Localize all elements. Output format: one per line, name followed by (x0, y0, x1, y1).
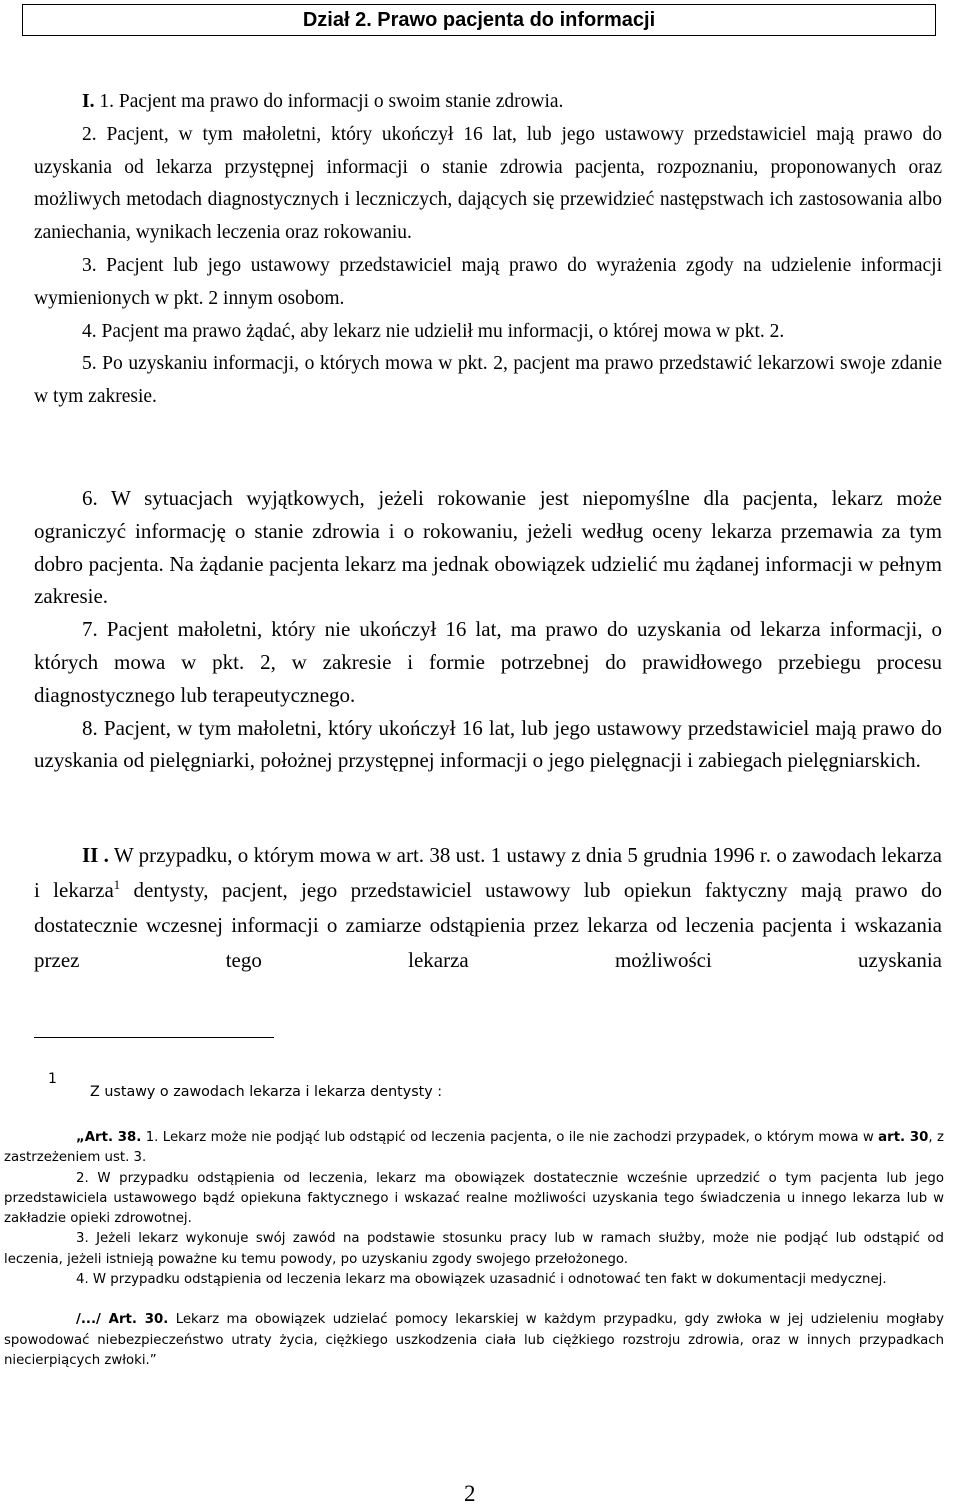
footnote-marker: 1 (48, 1071, 57, 1087)
footnote-art38-4: 4. W przypadku odstąpienia od leczenia lekarz ma obowiązek uzasadnić i odnotować ten fakt w dokumentacji medycznej. (76, 1272, 887, 1288)
paragraph-1: I. 1. Pacjent ma prawo do informacji o swoim stanie zdrowia. (82, 91, 564, 112)
footnote-body (4, 1128, 944, 1371)
paragraph-6: 6. W sytuacjach wyjątkowych, jeżeli rokowanie jest niepomyślne dla pacjenta, lekarz może ograniczyć informację o stanie zdrowia i o rokowaniu, jeżeli według oceny lekarza przemawia za tym dobro pacjenta. Na żądanie pacjenta lekarz ma jednak obowiązek udzielić mu żądanej informacji w pełnym zakresie. (34, 486, 942, 609)
roman-numeral-ii: II . (82, 843, 109, 867)
paragraph-8: 8. Pacjent, w tym małoletni, który ukończył 16 lat, lub jego ustawowy przedstawiciel mają prawo do uzyskania od pielęgniarki, położnej przystępnej informacji o jego pielęgnacji i zabiegach pielęgniarskich. (34, 715, 942, 773)
section-title: Dział 2. Prawo pacjenta do informacji (302, 9, 656, 31)
footnote-art30: /.../ Art. 30. Lekarz ma obowiązek udzielać pomocy lekarskiej w każdym przypadku, gdy zwłoka w jej udzieleniu mogłaby spowodować niebezpieczeństwo utraty życia, ciężkiego uszkodzenia ciała lub ciężkiego rozstroju zdrowia, oraz w innych przypadkach niecierpiących zwłoki.” (4, 1312, 945, 1368)
footnote-reference[interactable]: 1 (113, 878, 121, 892)
footnote-intro: Z ustawy o zawodach lekarza i lekarza dentysty : (90, 1084, 443, 1100)
paragraph-2: 2. Pacjent, w tym małoletni, który ukończył 16 lat, lub jego ustawowy przedstawiciel mają prawo do uzyskania od lekarza przystępnej informacji o stanie zdrowia pacjenta, rozpoznaniu, proponowanych oraz możliwych metodach diagnostycznych i leczniczych, dających się przewidzieć następstwach ich zastosowania albo zaniechania, wynikach leczenia oraz rokowaniu. (34, 123, 942, 244)
paragraph-4: 4. Pacjent ma prawo żądać, aby lekarz nie udzielił mu informacji, o której mowa w pkt. 2. (82, 320, 785, 342)
section-i-text (34, 86, 942, 414)
section-title-box (22, 4, 936, 36)
paragraph-ii: II . W przypadku, o którym mowa w art. 38 ust. 1 ustawy z dnia 5 grudnia 1996 r. o zawodach lekarza i lekarza$^1$ dentysty, pacjent, jego przedstawiciel ustawowy lub opiekun faktyczny mają prawo do dostatecznie wczesnej informacji o zamiarze odstąpienia przez lekarza od leczenia pacjenta i wskazania przez tego lekarza możliwości uzyskania (34, 843, 942, 972)
section-i-text-continued (34, 482, 942, 777)
roman-numeral-i: I. (82, 91, 95, 112)
paragraph-5: 5. Po uzyskaniu informacji, o których mowa w pkt. 2, pacjent ma prawo przedstawić lekarzowi swoje zdanie w tym zakresie. (34, 353, 942, 408)
paragraph-7: 7. Pacjent małoletni, który nie ukończył 16 lat, ma prawo do uzyskania od lekarza informacji, o których mowa w pkt. 2, w zakresie i formie potrzebnej do prawidłowego przebiegu procesu diagnostycznego lub terapeutycznego. (34, 617, 942, 707)
footnote-separator (34, 1037, 274, 1038)
footnote-art38-2: 2. W przypadku odstąpienia od leczenia, lekarz ma obowiązek dostatecznie wcześnie uprzedzić o tym pacjenta lub jego przedstawiciela ustawowego bądź opiekuna faktycznego i wskazać realne możliwości uzyskania tego świadczenia u innego lekarza lub w zakładzie opieki zdrowotnej. (4, 1170, 944, 1227)
footnote-art38-3: 3. Jeżeli lekarz wykonuje swój zawód na podstawie stosunku pracy lub w ramach służby, może nie podjąć lub odstąpić od leczenia, jeżeli istnieją poważne ku temu powody, po uzyskaniu zgody swojego przełożonego. (4, 1231, 944, 1267)
paragraph-3: 3. Pacjent lub jego ustawowy przedstawiciel mają prawo do wyrażenia zgody na udzielenie informacji wymienionych w pkt. 2 innym osobom. (34, 254, 942, 309)
section-ii-text (34, 838, 942, 978)
footnote-art38-1: „Art. 38. 1. Lekarz może nie podjąć lub odstąpić od leczenia pacjenta, o ile nie zachodzi przypadek, o którym mowa w art. 30, z zastrzeżeniem ust. 3. (4, 1130, 944, 1166)
page-number: 2 (464, 1481, 476, 1506)
